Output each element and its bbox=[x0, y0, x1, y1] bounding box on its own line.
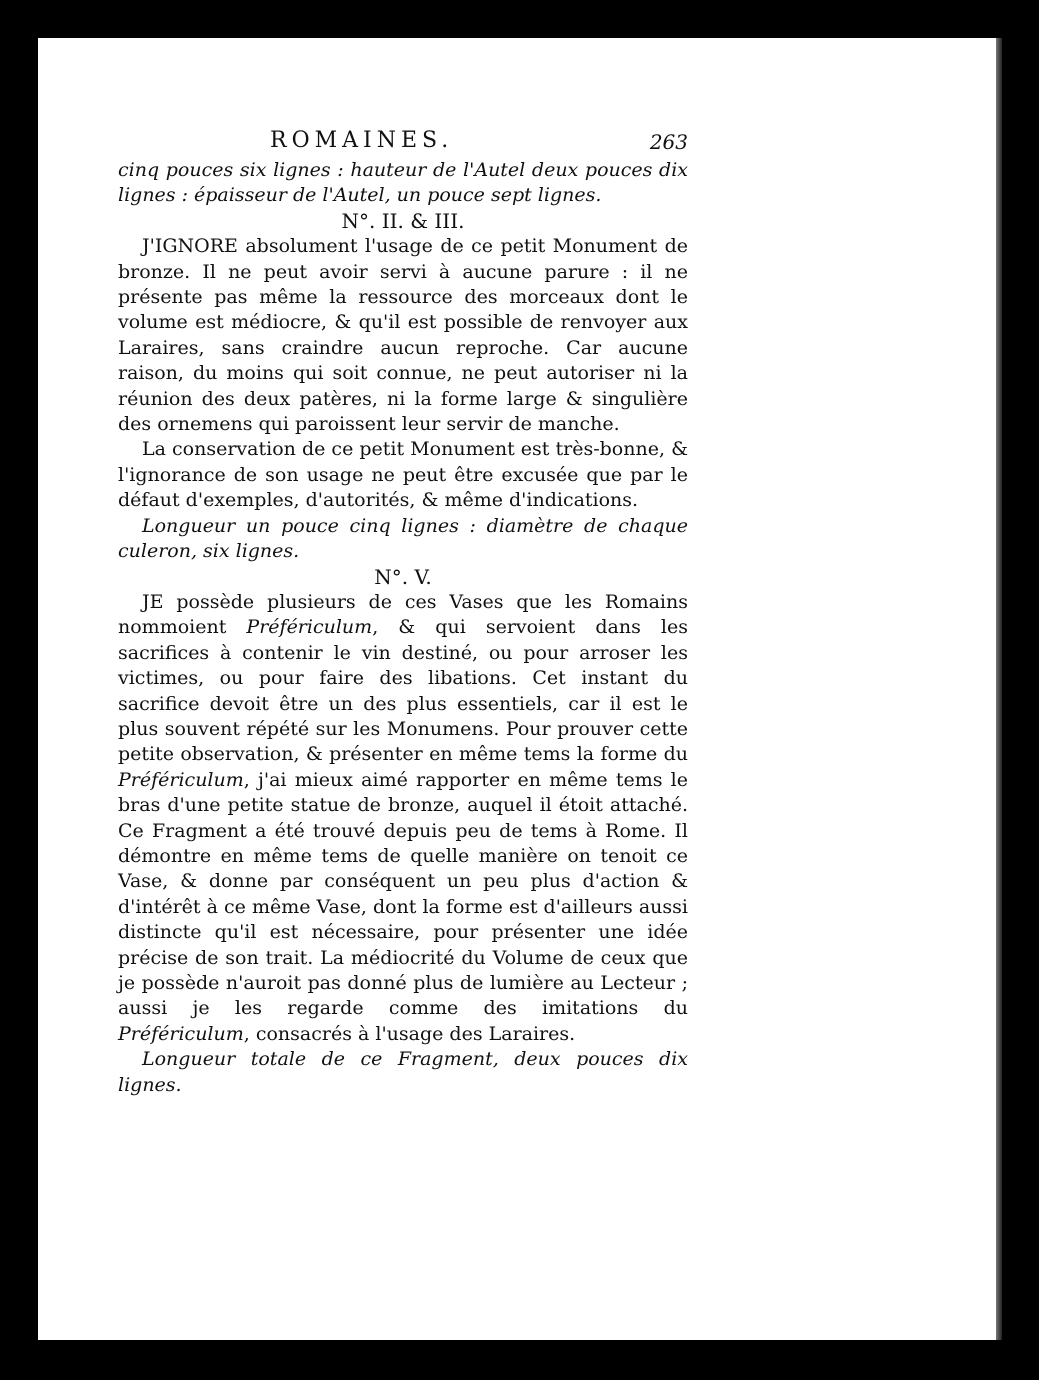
paragraph-4-part-4: , consacrés à l'usage des Laraires. bbox=[243, 1022, 576, 1045]
paragraph-1-text: absolument l'usage de ce petit Monument de bronze. Il ne peut avoir servi à aucune parure : il ne présente pas même la ressource des morceaux dont le volume est médiocre, & qu'il est possible de renvoyer aux Laraires, sans craindre aucun reproche. Car aucune raison, du moins qui soit connue, ne peut autoriser ni la réunion des deux patères, ni la forme large & singulière des ornemens qui paroissent leur servir de manche. bbox=[118, 235, 688, 436]
term-prefericulum-1: Préfériculum bbox=[246, 616, 373, 639]
page-text-block bbox=[118, 128, 688, 1098]
measurement-line-altar: cinq pouces six lignes : hauteur de l'Autel deux pouces dix lignes : épaisseur de l'Autel, un pouce sept lignes. bbox=[118, 159, 688, 207]
page-number: 263 bbox=[649, 130, 688, 154]
running-title: ROMAINES. bbox=[270, 128, 454, 153]
paragraph-4-part-2: , & qui servoient dans les sacrifices à contenir le vin destiné, ou pour arroser les victimes, ou pour faire des libations. Cet instant du sacrifice devoit être un des plus essentiels, car il est le plus souvent répété sur les Monumens. Pour prouver cette petite observation, & présenter en même tems la forme du bbox=[118, 616, 688, 766]
paragraph-4-part-3: , j'ai mieux aimé rapporter en même tems le bras d'une petite statue de bronze, auquel il étoit attaché. Ce Fragment a été trouvé depuis peu de tems à Rome. Il démontre en même tems de quelle manière on tenoit ce Vase, & donne par conséquent un peu plus d'action & d'intérêt à ce même Vase, dont la forme est d'ailleurs aussi distincte qu'il est nécessaire, pour présenter une idée précise de son trait. La médiocrité du Volume de ceux que je possède n'auroit pas donné plus de lumière au Lecteur ; aussi je les regarde comme des imitations du bbox=[118, 768, 688, 1020]
dropcap-word-2: JE bbox=[142, 590, 164, 613]
paragraph-1 bbox=[118, 234, 688, 437]
dropcap-word-1: J'IGNORE bbox=[142, 235, 238, 258]
paragraph-4-part-1: possède plusieurs de ces Vases que les Romains nommoient bbox=[118, 590, 688, 639]
term-prefericulum-3: Préfériculum bbox=[118, 1022, 244, 1045]
page-edge-shadow bbox=[996, 38, 1002, 1340]
measurement-line-culeron: Longueur un pouce cinq lignes : diamètre de chaque culeron, six lignes. bbox=[118, 514, 688, 563]
running-head bbox=[118, 128, 688, 158]
measurement-line-fragment: Longueur totale de ce Fragment, deux pouces dix lignes. bbox=[118, 1048, 688, 1096]
term-prefericulum-2: Préfériculum bbox=[118, 768, 244, 791]
section-heading-5: N°. V. bbox=[374, 564, 432, 589]
paragraph-4 bbox=[118, 590, 688, 1047]
section-heading-2-3: N°. II. & III. bbox=[341, 208, 465, 233]
paragraph-2: La conservation de ce petit Monument est très-bonne, & l'ignorance de son usage ne peut être excusée que par le défaut d'exemples, d'autorités, & même d'indications. bbox=[118, 438, 688, 512]
